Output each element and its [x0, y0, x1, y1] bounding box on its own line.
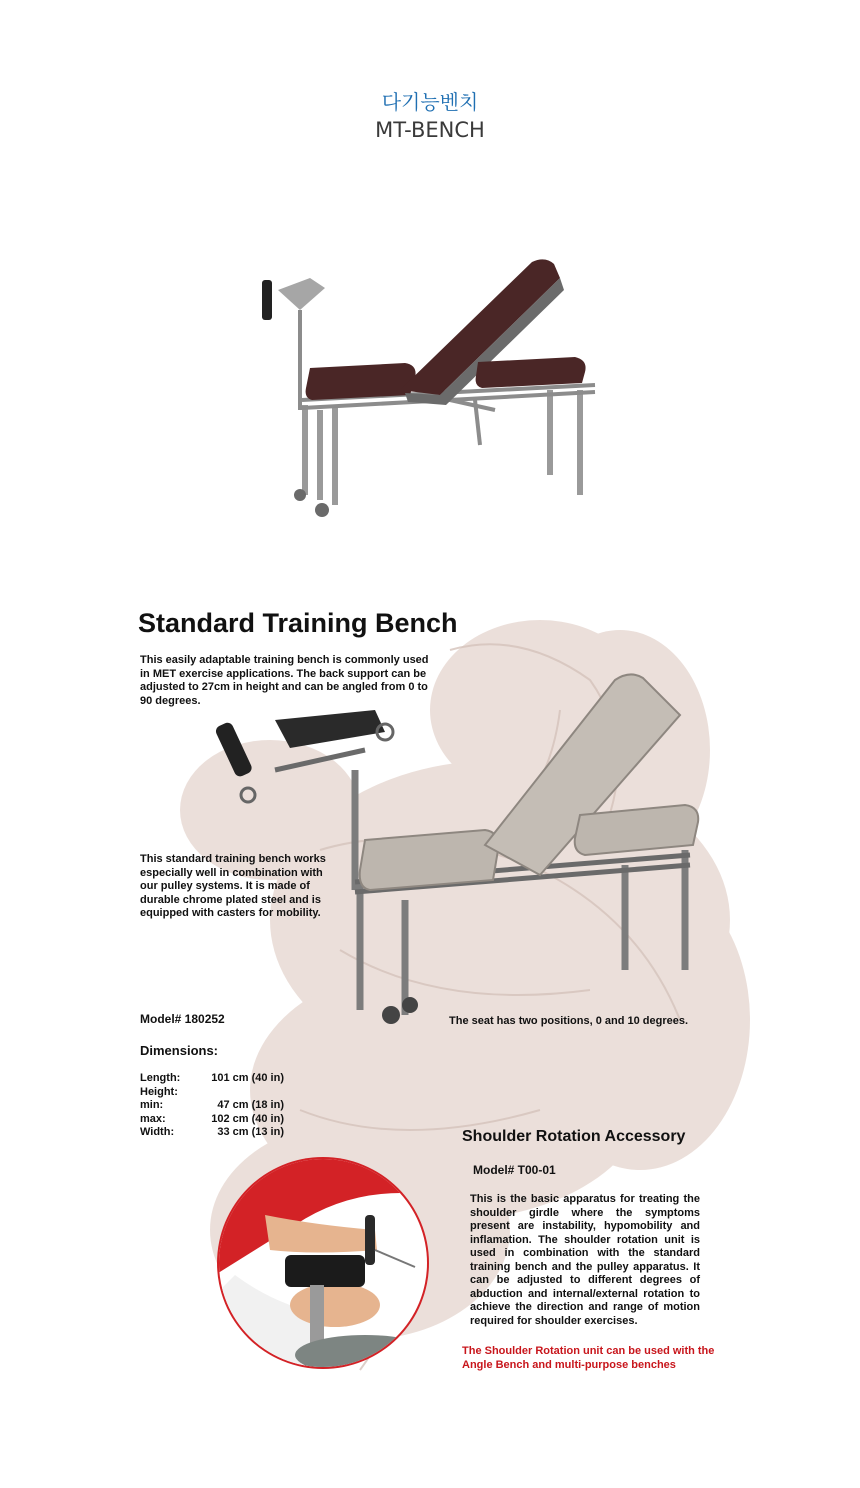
accessory-model-number: Model# T00-01 — [473, 1163, 556, 1177]
dimension-row — [140, 1086, 284, 1100]
dimension-value: 102 cm (40 in) — [211, 1112, 284, 1125]
dimension-value: 33 cm (13 in) — [217, 1126, 284, 1138]
dimension-label: Length: — [140, 1072, 181, 1084]
section-heading: Standard Training Bench — [138, 608, 458, 638]
dimension-label: Width: — [140, 1126, 175, 1138]
product-section — [120, 590, 760, 1410]
dimension-row — [140, 1126, 284, 1140]
dimension-label: Height: — [140, 1085, 178, 1098]
dimension-row — [140, 1113, 284, 1127]
intro-text-start: This easily adaptable training bench is commonly used in — [140, 654, 429, 680]
compatibility-note: The Shoulder Rotation unit can be used with the Angle Bench and multi-purpose benches — [462, 1345, 715, 1371]
features-paragraph: This standard training bench works especially well in combination with our pulley systems. It is made of durable chrome plated steel and is equipped with casters for mobility. — [140, 853, 326, 919]
seat-note: The seat has two positions, 0 and 10 degrees. — [449, 1015, 689, 1027]
shoulder-rotation-photo — [215, 1155, 431, 1371]
intro-paragraph — [140, 654, 440, 708]
dimensions-table — [140, 1072, 284, 1140]
dimension-label: max: — [140, 1112, 166, 1125]
dimension-row — [140, 1099, 284, 1113]
accessory-description: This is the basic apparatus for treating the shoulder girdle where the symptoms present are instability, hypomobility and inflamation. The shoulder rotation unit is used in combination with the standard training bench and the pulley apparatus. It can be adjusted to different degrees of abduction and internal/external rotation to achieve the direction and range of motion required for shoulder exercises. — [470, 1193, 700, 1327]
dimension-label: min: — [140, 1099, 164, 1111]
model-number: Model# 180252 — [140, 1012, 225, 1026]
dimension-value: 101 cm (40 in) — [211, 1072, 284, 1084]
title-korean: 다기능벤치 — [381, 90, 479, 114]
dimension-value — [192, 1086, 284, 1100]
dimension-value: 47 cm (18 in) — [217, 1099, 284, 1111]
title-english: MT-BENCH — [375, 118, 485, 142]
dimensions-heading: Dimensions: — [140, 1043, 219, 1058]
training-bench-photo — [215, 670, 705, 1030]
intro-text-end: exercise applications. The back support can be adjusted to 27cm in height and can be angled from 0 to 90 degrees. — [140, 667, 428, 707]
bench-photo — [240, 250, 610, 530]
intro-text-emphasis: MET — [152, 667, 177, 680]
accessory-heading: Shoulder Rotation Accessory — [462, 1128, 686, 1145]
dimension-row — [140, 1072, 284, 1086]
